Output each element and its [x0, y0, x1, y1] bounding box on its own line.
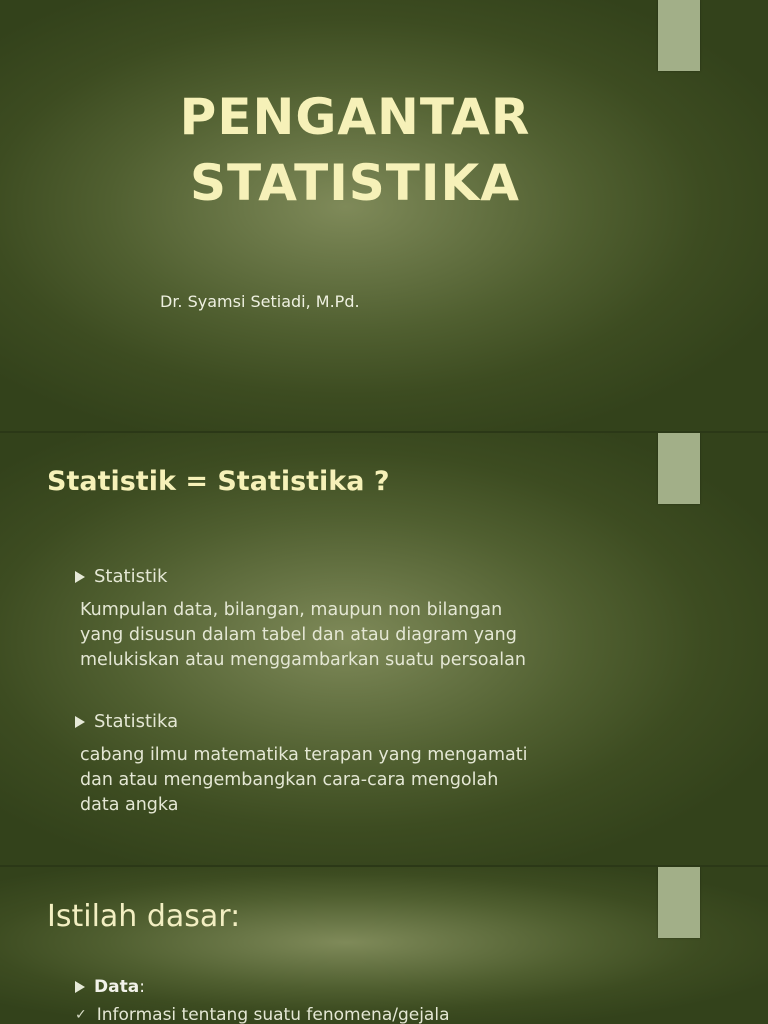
title-line-2: STATISTIKA	[190, 154, 520, 212]
corner-tab-decoration	[658, 867, 700, 938]
check-text: Informasi tentang suatu fenomena/gejala	[96, 1005, 450, 1024]
paragraph-line: dan atau mengembangkan cara-cara mengolah	[80, 770, 499, 790]
term-colon: :	[139, 977, 145, 997]
slide-heading: Statistik = Statistika ?	[47, 466, 390, 497]
presentation-title	[150, 84, 560, 216]
definition-paragraph	[80, 598, 640, 673]
bullet-label: Statistik	[94, 566, 168, 587]
paragraph-line: data angka	[80, 795, 179, 815]
paragraph-line: melukiskan atau menggambarkan suatu persoalan	[80, 650, 526, 670]
corner-tab-decoration	[658, 0, 700, 71]
checkmark-icon: ✓	[75, 1007, 87, 1023]
triangle-right-icon	[75, 571, 85, 583]
slide-definition	[0, 433, 768, 865]
slide-title	[0, 0, 768, 431]
bullet-item-statistika	[75, 711, 178, 732]
check-item	[75, 1005, 450, 1024]
term-label: Data	[94, 977, 140, 997]
paragraph-line: cabang ilmu matematika terapan yang mengamati	[80, 745, 528, 765]
corner-tab-decoration	[658, 433, 700, 504]
author-name: Dr. Syamsi Setiadi, M.Pd.	[160, 292, 360, 311]
bullet-item-statistik	[75, 566, 167, 587]
slide-basic-terms	[0, 867, 768, 1024]
triangle-right-icon	[75, 716, 85, 728]
paragraph-line: yang disusun dalam tabel dan atau diagram yang	[80, 625, 517, 645]
triangle-right-icon	[75, 981, 85, 993]
definition-paragraph	[80, 743, 640, 818]
paragraph-line: Kumpulan data, bilangan, maupun non bilangan	[80, 600, 503, 620]
title-line-1: PENGANTAR	[179, 88, 531, 146]
bullet-item-data	[75, 977, 145, 997]
slide-heading: Istilah dasar:	[47, 899, 241, 934]
bullet-label: Statistika	[94, 711, 179, 732]
